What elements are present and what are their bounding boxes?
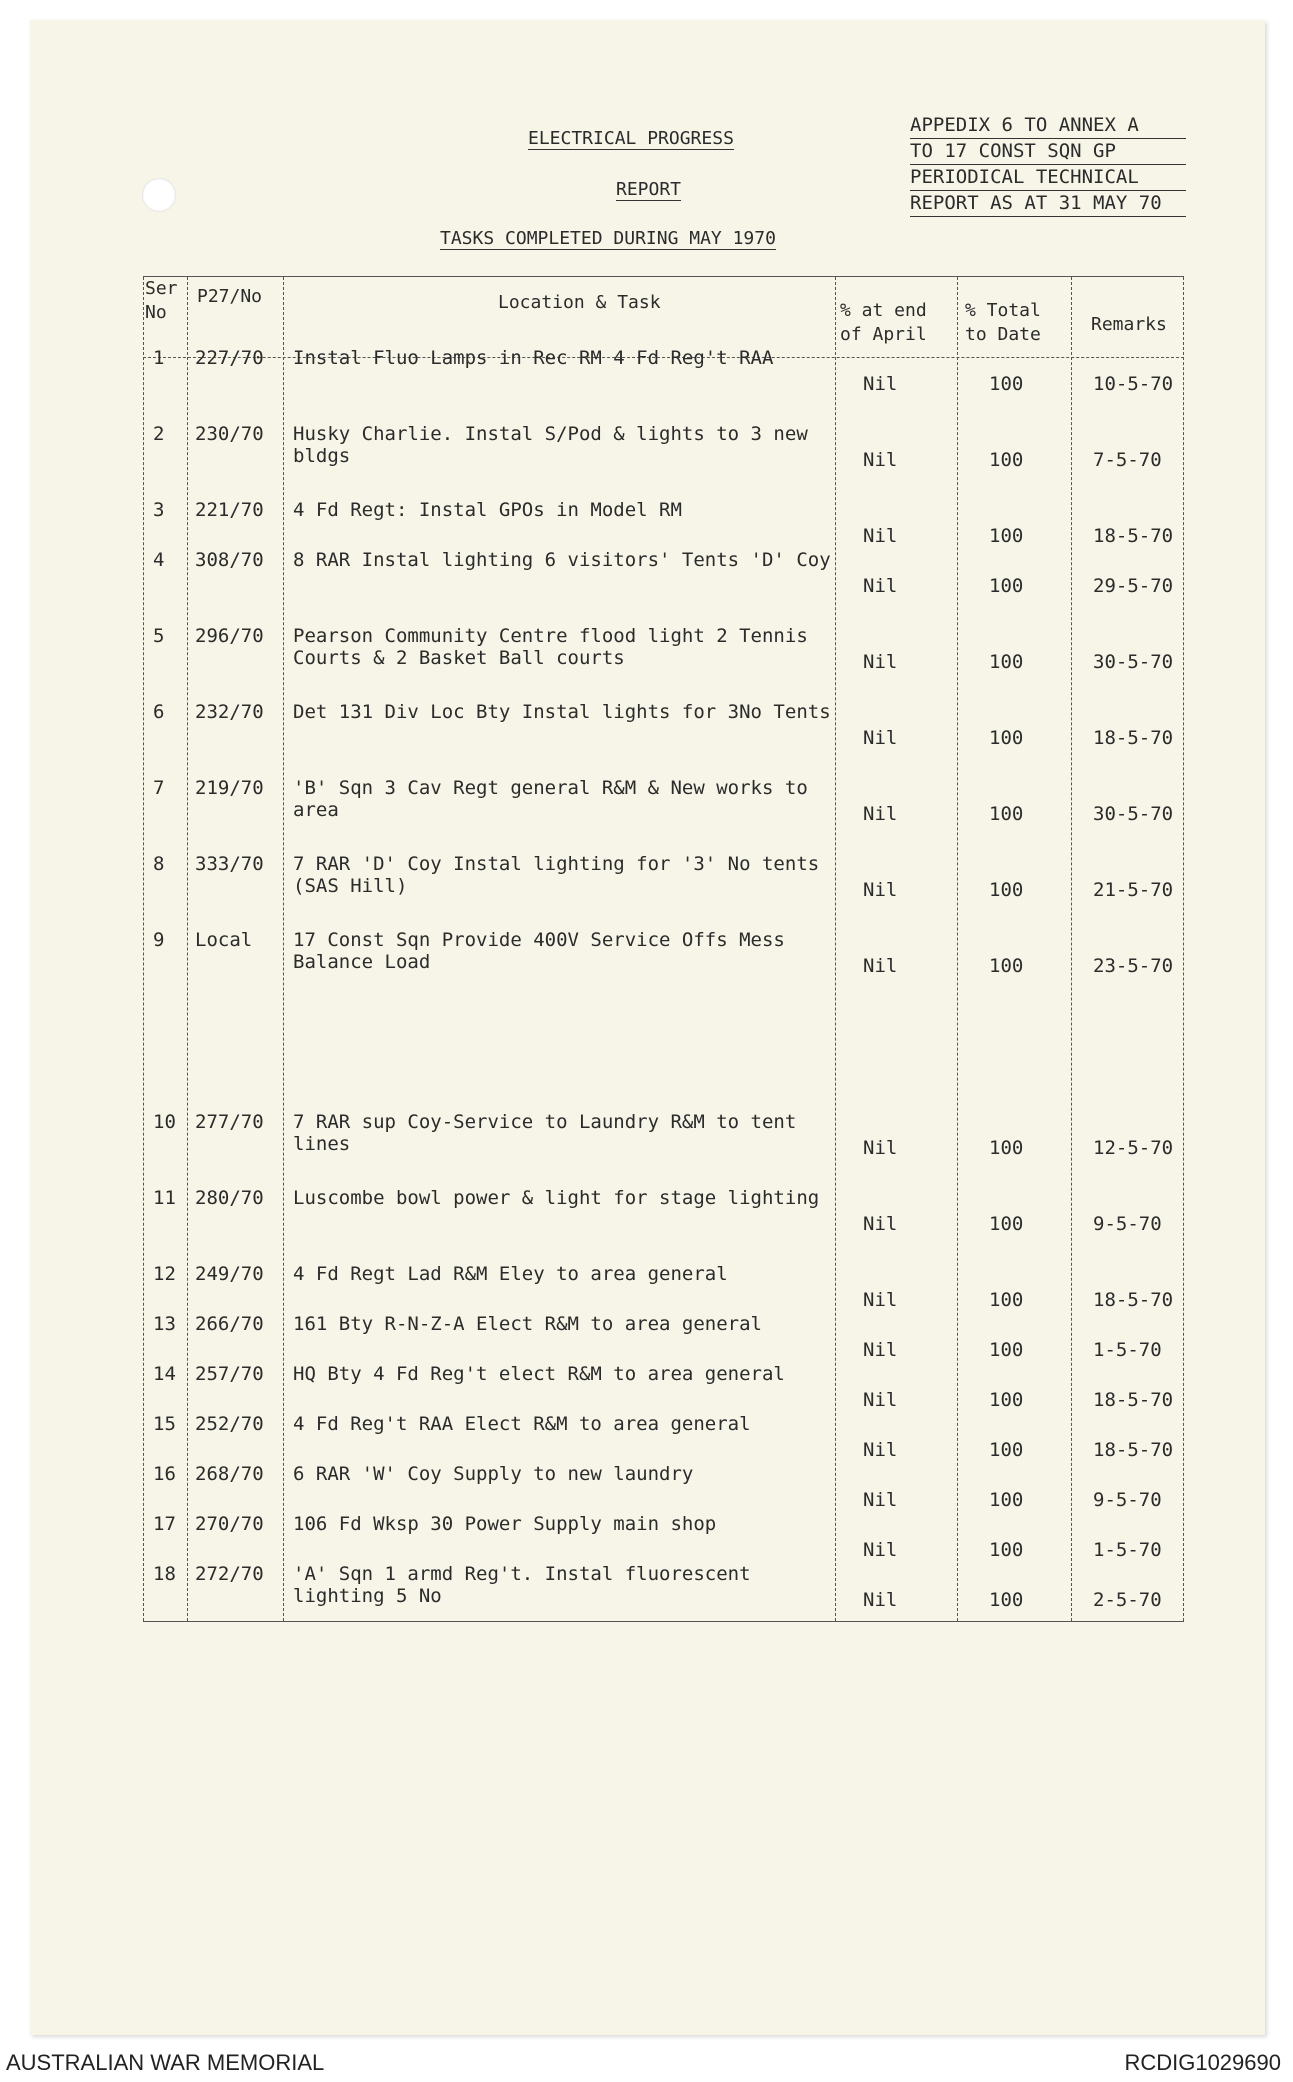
cell-ser: 12 (153, 1263, 176, 1285)
cell-p27: 268/70 (195, 1463, 264, 1485)
cell-task: Instal Fluo Lamps in Rec RM 4 Fd Reg't RAA (293, 347, 774, 369)
cell-ser: 14 (153, 1363, 176, 1385)
cell-ser: 11 (153, 1187, 176, 1209)
cell-april: Nil (863, 727, 898, 749)
cell-ser: 10 (153, 1111, 176, 1133)
cell-april: Nil (863, 1289, 898, 1311)
header-ser: Ser No (145, 278, 178, 323)
report-subtitle: TASKS COMPLETED DURING MAY 1970 (440, 228, 776, 249)
cell-ser: 7 (153, 777, 165, 799)
tasks-table (143, 276, 1184, 1622)
cell-april: Nil (863, 1389, 898, 1411)
cell-remarks: 1-5-70 (1093, 1539, 1162, 1561)
cell-april: Nil (863, 1339, 898, 1361)
cell-total: 100 (989, 651, 1024, 673)
cell-total: 100 (989, 1589, 1024, 1611)
cell-task: 'A' Sqn 1 armd Reg't. Instal fluorescent lighting 5 No (293, 1563, 751, 1607)
footer-archive-name: AUSTRALIAN WAR MEMORIAL (6, 2050, 325, 2075)
cell-total: 100 (989, 373, 1024, 395)
column-divider (1071, 277, 1072, 1621)
cell-task: Det 131 Div Loc Bty Instal lights for 3No Tents (293, 701, 831, 723)
column-divider (1183, 277, 1184, 1621)
cell-total: 100 (989, 1539, 1024, 1561)
cell-april: Nil (863, 1137, 898, 1159)
cell-total: 100 (989, 803, 1024, 825)
cell-ser: 17 (153, 1513, 176, 1535)
cell-april: Nil (863, 575, 898, 597)
cell-task: 106 Fd Wksp 30 Power Supply main shop (293, 1513, 717, 1535)
cell-april: Nil (863, 449, 898, 471)
cell-april: Nil (863, 1439, 898, 1461)
cell-total: 100 (989, 955, 1024, 977)
cell-task: 8 RAR Instal lighting 6 visitors' Tents 'D' Coy (293, 549, 831, 571)
cell-ser: 6 (153, 701, 165, 723)
cell-ser: 5 (153, 625, 165, 647)
cell-ser: 8 (153, 853, 165, 875)
cell-total: 100 (989, 525, 1024, 547)
cell-task: 17 Const Sqn Provide 400V Service Offs Mess Balance Load (293, 929, 785, 973)
cell-p27: 296/70 (195, 625, 264, 647)
cell-p27: 219/70 (195, 777, 264, 799)
cell-p27: 270/70 (195, 1513, 264, 1535)
cell-remarks: 18-5-70 (1093, 525, 1174, 547)
cell-task: 4 Fd Regt: Instal GPOs in Model RM (293, 499, 682, 521)
cell-remarks: 7-5-70 (1093, 449, 1162, 471)
cell-april: Nil (863, 955, 898, 977)
cell-ser: 13 (153, 1313, 176, 1335)
cell-total: 100 (989, 1137, 1024, 1159)
cell-remarks: 18-5-70 (1093, 1439, 1174, 1461)
cell-remarks: 1-5-70 (1093, 1339, 1162, 1361)
cell-remarks: 9-5-70 (1093, 1489, 1162, 1511)
header-p27: P27/No (197, 286, 263, 307)
cell-april: Nil (863, 1489, 898, 1511)
cell-april: Nil (863, 1213, 898, 1235)
cell-remarks: 18-5-70 (1093, 727, 1174, 749)
cell-remarks: 23-5-70 (1093, 955, 1174, 977)
column-divider (187, 277, 188, 1621)
header-at-end-of-april: % at end of April (840, 300, 927, 345)
cell-april: Nil (863, 803, 898, 825)
cell-remarks: 30-5-70 (1093, 651, 1174, 673)
cell-task: Husky Charlie. Instal S/Pod & lights to 3 new bldgs (293, 423, 808, 467)
cell-task: 161 Bty R-N-Z-A Elect R&M to area general (293, 1313, 762, 1335)
cell-remarks: 2-5-70 (1093, 1589, 1162, 1611)
cell-p27: 252/70 (195, 1413, 264, 1435)
cell-p27: 280/70 (195, 1187, 264, 1209)
cell-total: 100 (989, 1289, 1024, 1311)
cell-total: 100 (989, 1389, 1024, 1411)
cell-total: 100 (989, 449, 1024, 471)
header-remarks: Remarks (1091, 314, 1167, 335)
cell-ser: 2 (153, 423, 165, 445)
appendix-line: TO 17 CONST SQN GP (910, 139, 1186, 165)
column-divider (283, 277, 284, 1621)
cell-remarks: 9-5-70 (1093, 1213, 1162, 1235)
cell-task: 'B' Sqn 3 Cav Regt general R&M & New works to area (293, 777, 808, 821)
cell-task: 7 RAR 'D' Coy Instal lighting for '3' No tents (SAS Hill) (293, 853, 820, 897)
cell-task: 7 RAR sup Coy-Service to Laundry R&M to tent lines (293, 1111, 797, 1155)
cell-p27: 333/70 (195, 853, 264, 875)
cell-p27: 227/70 (195, 347, 264, 369)
cell-task: 4 Fd Regt Lad R&M Eley to area general (293, 1263, 728, 1285)
footer-record-id: RCDIG1029690 (1124, 2050, 1281, 2075)
column-divider (143, 277, 144, 1621)
cell-remarks: 12-5-70 (1093, 1137, 1174, 1159)
report-title-line2: REPORT (616, 179, 682, 200)
cell-ser: 4 (153, 549, 165, 571)
cell-april: Nil (863, 651, 898, 673)
cell-ser: 16 (153, 1463, 176, 1485)
cell-p27: 232/70 (195, 701, 264, 723)
cell-ser: 15 (153, 1413, 176, 1435)
cell-ser: 3 (153, 499, 165, 521)
cell-april: Nil (863, 373, 898, 395)
cell-april: Nil (863, 1589, 898, 1611)
report-title-line1: ELECTRICAL PROGRESS (528, 128, 734, 149)
cell-task: Pearson Community Centre flood light 2 Tennis Courts & 2 Basket Ball courts (293, 625, 808, 669)
cell-p27: 266/70 (195, 1313, 264, 1335)
cell-p27: 308/70 (195, 549, 264, 571)
cell-ser: 9 (153, 929, 165, 951)
cell-p27: 277/70 (195, 1111, 264, 1133)
cell-total: 100 (989, 1439, 1024, 1461)
cell-total: 100 (989, 879, 1024, 901)
cell-ser: 1 (153, 347, 165, 369)
cell-task: 6 RAR 'W' Coy Supply to new laundry (293, 1463, 694, 1485)
cell-remarks: 29-5-70 (1093, 575, 1174, 597)
cell-remarks: 18-5-70 (1093, 1289, 1174, 1311)
cell-total: 100 (989, 1489, 1024, 1511)
punch-hole (142, 178, 176, 212)
cell-total: 100 (989, 575, 1024, 597)
cell-total: 100 (989, 1213, 1024, 1235)
cell-remarks: 18-5-70 (1093, 1389, 1174, 1411)
header-location-task: Location & Task (498, 292, 661, 313)
cell-remarks: 10-5-70 (1093, 373, 1174, 395)
cell-task: HQ Bty 4 Fd Reg't elect R&M to area general (293, 1363, 785, 1385)
cell-p27: 257/70 (195, 1363, 264, 1385)
appendix-line: REPORT AS AT 31 MAY 70 (910, 191, 1186, 217)
header-total-to-date: % Total to Date (965, 300, 1041, 345)
cell-p27: 249/70 (195, 1263, 264, 1285)
cell-april: Nil (863, 1539, 898, 1561)
appendix-line: APPEDIX 6 TO ANNEX A (910, 113, 1186, 139)
cell-total: 100 (989, 1339, 1024, 1361)
cell-task: 4 Fd Reg't RAA Elect R&M to area general (293, 1413, 751, 1435)
cell-task: Luscombe bowl power & light for stage lighting (293, 1187, 820, 1209)
cell-p27: 272/70 (195, 1563, 264, 1585)
cell-april: Nil (863, 879, 898, 901)
cell-p27: 230/70 (195, 423, 264, 445)
cell-p27: 221/70 (195, 499, 264, 521)
cell-remarks: 21-5-70 (1093, 879, 1174, 901)
column-divider (957, 277, 958, 1621)
appendix-line: PERIODICAL TECHNICAL (910, 165, 1186, 191)
cell-ser: 18 (153, 1563, 176, 1585)
cell-total: 100 (989, 727, 1024, 749)
cell-p27: Local (195, 929, 253, 951)
cell-april: Nil (863, 525, 898, 547)
appendix-reference (910, 113, 1186, 217)
cell-remarks: 30-5-70 (1093, 803, 1174, 825)
